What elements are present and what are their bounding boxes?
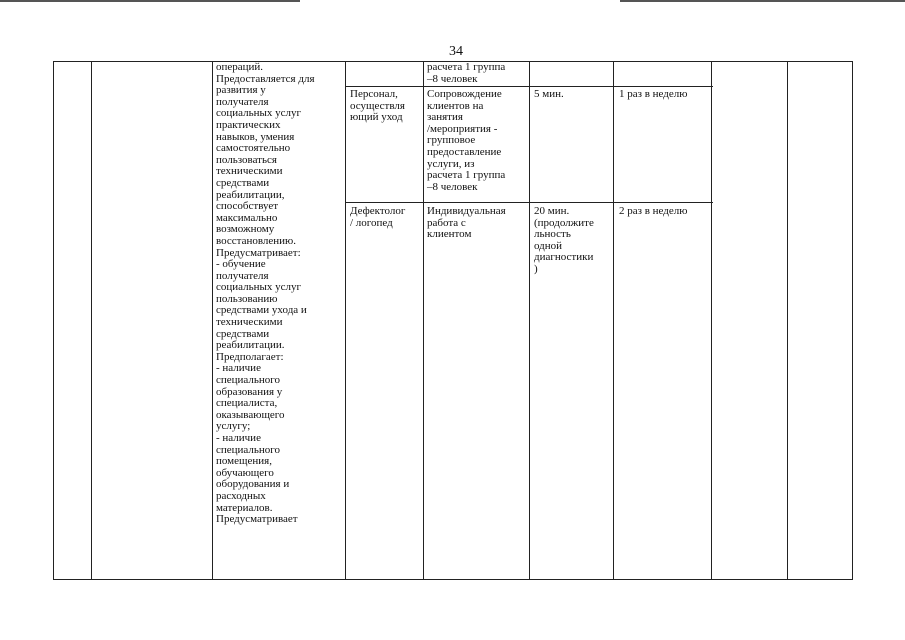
- column-divider: [711, 61, 712, 580]
- row-2-specialist: Дефектолог / логопед: [350, 205, 406, 229]
- column-divider: [529, 61, 530, 580]
- row-2-content: Индивидуальная работа с клиентом: [427, 205, 506, 241]
- table-border-bottom: [53, 579, 853, 580]
- row-0-content: расчета 1 группа –8 человек: [427, 61, 506, 85]
- column-divider: [212, 61, 213, 580]
- row-1-content: Сопровождение клиентов на занятия /мероприятия - групповое предоставление услуги, из расчета 1 группа –8 человек: [427, 88, 506, 193]
- row-2-frequency: 2 раз в неделю: [619, 205, 688, 217]
- row-divider: [345, 86, 713, 87]
- row-2-duration: 20 мин. (продолжите льность одной диагностики ): [534, 205, 594, 275]
- column-divider: [787, 61, 788, 580]
- column-divider: [613, 61, 614, 580]
- page-number: 34: [449, 44, 463, 59]
- row-1-duration: 5 мин.: [534, 88, 564, 100]
- column-divider: [423, 61, 424, 580]
- table-border-left: [53, 61, 54, 580]
- row-divider: [345, 202, 713, 203]
- column-divider: [345, 61, 346, 580]
- column-divider: [91, 61, 92, 580]
- scan-border-top-left: [0, 0, 300, 2]
- scan-border-top-right: [620, 0, 905, 2]
- row-1-frequency: 1 раз в неделю: [619, 88, 688, 100]
- service-description-cell: операций. Предоставляется для развития у получателя социальных услуг практических навыков, умения самостоятельно пользоваться техническими средствами реабилитации, способствует максимально возможному восстановлению. Предусматривает: - обучение получателя социальных услуг пользованию средствами ухода и техническими средствами реабилитации. Предполагает: - наличие специального образования у специалиста, оказывающего услугу; - наличие специального помещения, обучающего оборудования и расходных материалов. Предусматривает: [216, 61, 315, 526]
- row-1-specialist: Персонал, осуществля ющий уход: [350, 88, 405, 124]
- table-border-right: [852, 61, 853, 580]
